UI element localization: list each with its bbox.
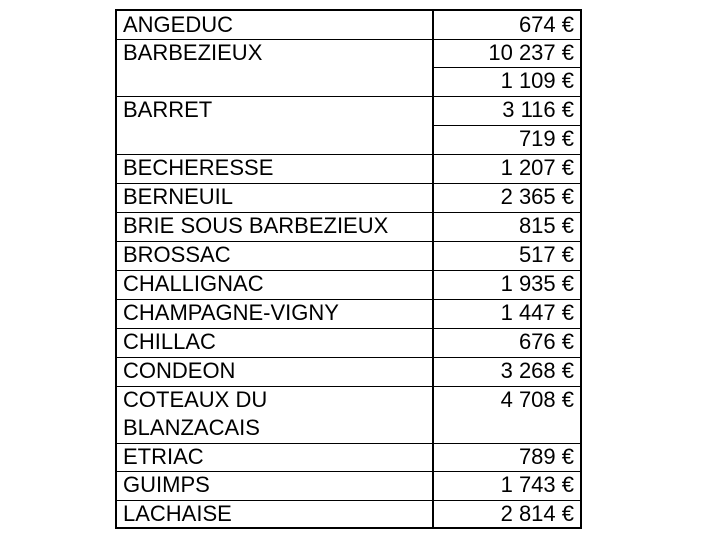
row-separator [434, 471, 580, 472]
amount-value: 2 365 € [500, 184, 574, 209]
commune-name: CONDEON [123, 358, 236, 383]
row-separator [434, 125, 580, 126]
amount-value: 1 207 € [500, 155, 574, 180]
commune-name: LACHAISE [123, 501, 232, 526]
commune-name: BECHERESSE [123, 155, 274, 180]
row-separator [434, 183, 580, 184]
commune-name: GUIMPS [123, 472, 210, 497]
row-separator [434, 443, 580, 444]
row-separator [434, 299, 580, 300]
row-separator [117, 500, 432, 501]
commune-name: BLANZACAIS [123, 415, 260, 440]
row-separator [117, 471, 432, 472]
amount-value: 10 237 € [488, 40, 574, 65]
row-separator [117, 39, 432, 40]
commune-name: ETRIAC [123, 444, 204, 469]
commune-name: COTEAUX DU [123, 387, 268, 412]
row-separator [117, 443, 432, 444]
commune-name: ANGEDUC [123, 12, 234, 37]
row-separator [117, 96, 432, 97]
row-separator [434, 39, 580, 40]
row-separator [117, 386, 432, 387]
commune-name: BROSSAC [123, 242, 231, 267]
commune-name: CHILLAC [123, 329, 216, 354]
row-separator [434, 357, 580, 358]
row-separator [434, 270, 580, 271]
commune-name: CHALLIGNAC [123, 271, 264, 296]
row-separator [434, 241, 580, 242]
row-separator [434, 67, 580, 68]
amount-value: 789 € [518, 444, 574, 469]
row-separator [434, 212, 580, 213]
commune-name: BERNEUIL [123, 184, 234, 209]
amount-value: 4 708 € [500, 387, 574, 412]
row-separator [117, 357, 432, 358]
row-separator [117, 299, 432, 300]
row-separator [117, 212, 432, 213]
amount-value: 1 743 € [500, 472, 574, 497]
amount-value: 676 € [518, 329, 574, 354]
amount-value: 1 447 € [500, 300, 574, 325]
amount-value: 3 116 € [502, 97, 574, 122]
amount-value: 2 814 € [500, 501, 574, 526]
row-separator [117, 328, 432, 329]
amount-value: 3 268 € [500, 358, 574, 383]
row-separator [117, 241, 432, 242]
data-table [115, 9, 582, 529]
amount-value: 1 935 € [500, 271, 574, 296]
row-separator [434, 328, 580, 329]
amount-value: 719 € [518, 126, 574, 151]
row-separator [117, 154, 432, 155]
column-divider [432, 11, 434, 527]
commune-name: BARBEZIEUX [123, 40, 263, 65]
row-separator [117, 270, 432, 271]
amount-value: 517 € [518, 242, 574, 267]
row-separator [434, 500, 580, 501]
commune-name: CHAMPAGNE-VIGNY [123, 300, 339, 325]
commune-name: BRIE SOUS BARBEZIEUX [123, 213, 389, 238]
row-separator [434, 386, 580, 387]
amount-value: 1 109 € [500, 68, 574, 93]
row-separator [117, 183, 432, 184]
amount-value: 815 € [518, 213, 574, 238]
row-separator [434, 96, 580, 97]
commune-name: BARRET [123, 97, 213, 122]
amount-value: 674 € [518, 12, 574, 37]
row-separator [434, 154, 580, 155]
